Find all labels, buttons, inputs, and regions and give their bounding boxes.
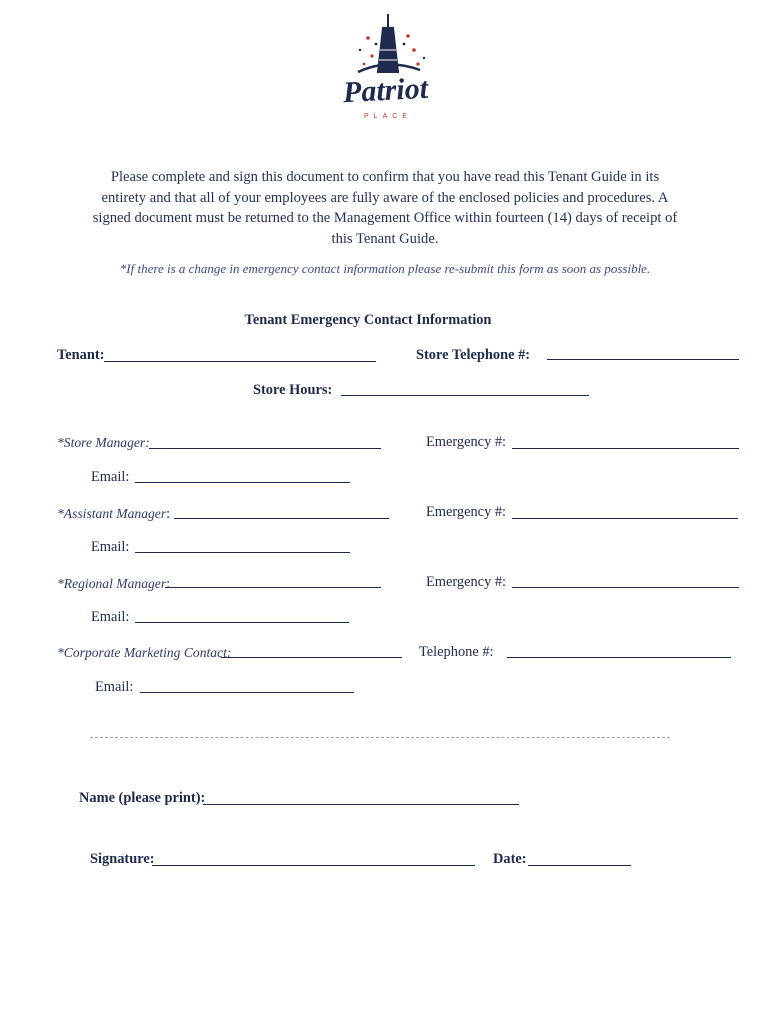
tenant-field[interactable] [104, 361, 376, 362]
regional-manager-label [57, 575, 170, 593]
name-print-label: Name (please print): [79, 790, 206, 806]
assistant-manager-emergency-label: Emergency #: [426, 504, 507, 520]
corporate-marketing-field[interactable] [221, 657, 402, 658]
store-telephone-label: Store Telephone #: [416, 347, 531, 363]
store-manager-emergency-label: Emergency #: [426, 434, 507, 450]
name-print-field[interactable] [203, 804, 519, 805]
intro-paragraph [80, 167, 690, 249]
assistant-manager-colon: : [166, 506, 171, 522]
store-manager-email-label: Email: [91, 469, 130, 485]
intro-line: signed document must be returned to the Management Office within fourteen (14) days of receipt of [92, 210, 678, 226]
corporate-telephone-label: Telephone #: [419, 644, 494, 660]
regional-manager-field[interactable] [165, 587, 381, 588]
tenant-label: Tenant: [57, 347, 105, 363]
section-heading: Tenant Emergency Contact Information [244, 312, 492, 328]
store-manager-email-field[interactable] [135, 482, 350, 483]
regional-manager-emergency-label: Emergency #: [426, 574, 507, 590]
resubmit-note: *If there is a change in emergency contact information please re-submit this form as soon as possible. [119, 261, 651, 276]
assistant-manager-email-label: Email: [91, 539, 130, 555]
corporate-marketing-label: *Corporate Marketing Contact: [57, 645, 232, 660]
regional-manager-emergency-field[interactable] [512, 587, 739, 588]
logo-brand: Patriot [342, 71, 429, 110]
intro-line: this Tenant Guide. [331, 230, 439, 247]
assistant-manager-emergency-field[interactable] [512, 518, 738, 519]
store-hours-field[interactable] [341, 395, 589, 396]
corporate-telephone-field[interactable] [507, 657, 731, 658]
assistant-manager-label [57, 505, 170, 523]
signature-label: Signature: [90, 851, 155, 867]
assistant-manager-text: *Assistant Manager [57, 506, 167, 521]
patriot-place-logo [320, 10, 450, 122]
store-manager-field[interactable] [149, 448, 381, 449]
store-manager-emergency-field[interactable] [512, 448, 739, 449]
logo-sub: PLACE [364, 113, 412, 120]
regional-manager-text: *Regional Manager [57, 576, 167, 591]
date-field[interactable] [528, 865, 631, 866]
store-hours-label: Store Hours: [253, 382, 333, 398]
regional-manager-colon: : [166, 576, 171, 592]
regional-manager-email-field[interactable] [135, 622, 349, 623]
assistant-manager-email-field[interactable] [135, 552, 350, 553]
store-manager-label: *Store Manager: [57, 435, 150, 450]
regional-manager-email-label: Email: [91, 609, 130, 625]
corporate-email-field[interactable] [140, 692, 354, 693]
corporate-email-label: Email: [95, 679, 134, 695]
signature-field[interactable] [152, 865, 475, 866]
assistant-manager-field[interactable] [174, 518, 389, 519]
intro-line: entirety and that all of your employees are fully aware of the enclosed policies and procedures. A [101, 189, 669, 206]
date-label: Date: [493, 851, 527, 867]
dashed-separator [90, 737, 670, 738]
intro-line: Please complete and sign this document to confirm that you have read this Tenant Guide in its [110, 169, 660, 185]
store-telephone-field[interactable] [547, 359, 739, 360]
